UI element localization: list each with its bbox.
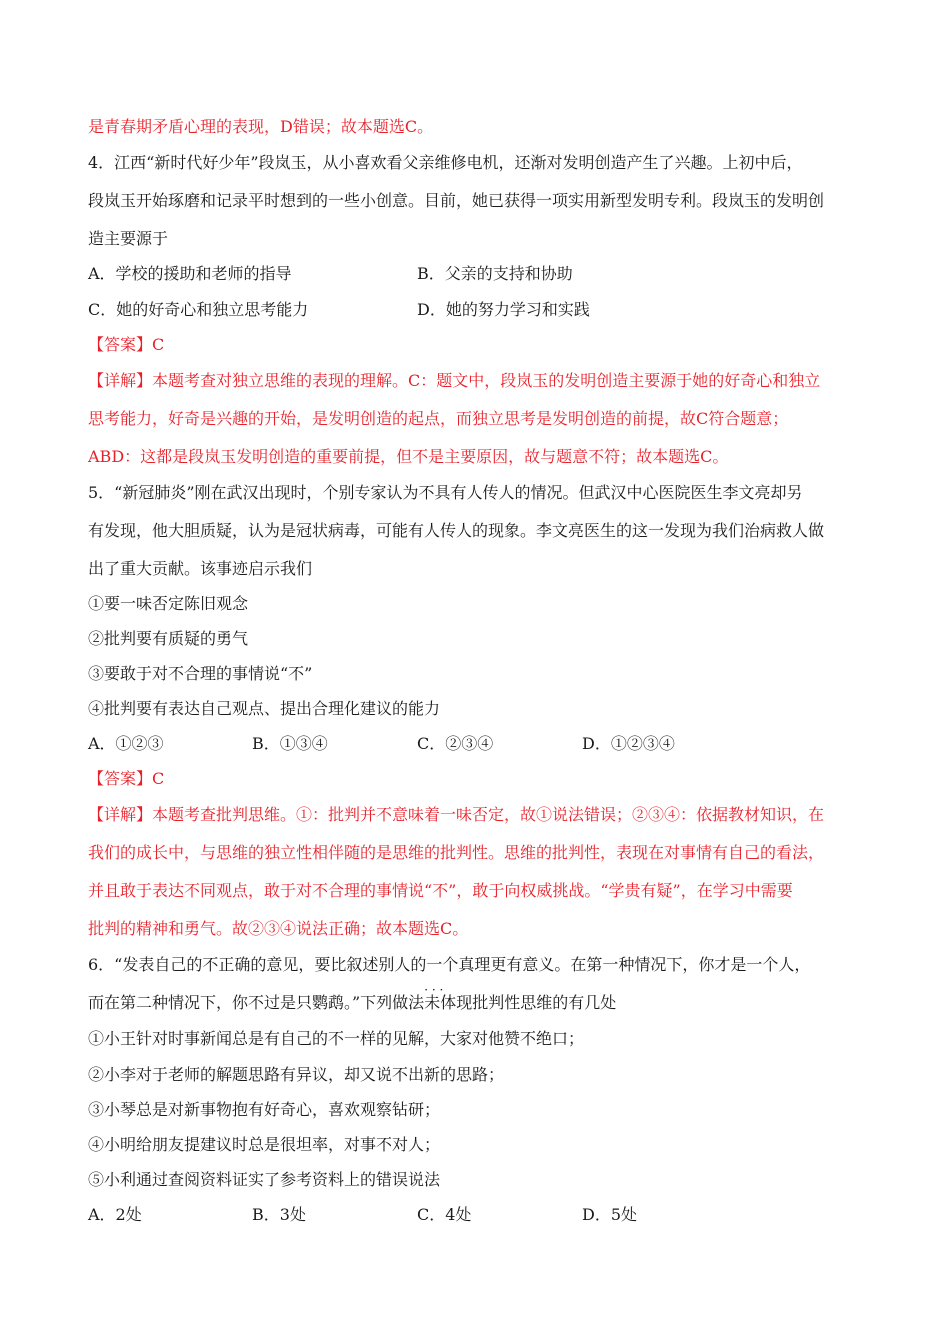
- q4-stem-line-1: 4．江西“新时代好少年”段岚玉，从小喜欢看父亲维修电机，还渐对发明创造产生了兴趣。上初中后，: [88, 153, 803, 172]
- q5-detail-line-4: 批判的精神和勇气。故②③④说法正确；故本题选C。: [88, 919, 469, 938]
- q6-item-5: ⑤小利通过查阅资料证实了参考资料上的错误说法: [88, 1170, 441, 1189]
- q4-detail-line-3: ABD：这都是段岚玉发明创造的重要前提，但不是主要原因，故与题意不符；故本题选C。: [88, 447, 729, 466]
- q4-option-b: B．父亲的支持和协助: [417, 264, 573, 283]
- emphasis-dots: · · ·: [424, 983, 444, 997]
- q6-option-b: B．3处: [252, 1205, 306, 1224]
- q6-item-2: ②小李对于老师的解题思路有异议，却又说不出新的思路；: [88, 1065, 505, 1084]
- q6-stem-line-1: 6．“发表自己的不正确的意见，要比叙述别人的一个真理更有意义。在第一种情况下，你才是一个人，: [88, 955, 811, 974]
- q5-item-3: ③要敢于对不合理的事情说“不”: [88, 664, 313, 683]
- q5-option-a: A．①②③: [88, 734, 164, 753]
- q5-stem-line-1: 5．“新冠肺炎”刚在武汉出现时，个别专家认为不具有人传人的情况。但武汉中心医院医生李文亮却另: [88, 483, 803, 502]
- q5-option-b: B．①③④: [252, 734, 328, 753]
- q6-item-1: ①小王针对时事新闻总是有自己的不一样的见解，大家对他赞不绝口；: [88, 1029, 585, 1048]
- q6-stem-line-2-pre: 而在第二种情况下，你不过是只鹦鹉。”下列做法: [88, 993, 425, 1012]
- q5-detail-line-1: 【详解】本题考查批判思维。①：批判并不意味着一味否定，故①说法错误；②③④：依据教材知识，在: [88, 805, 825, 824]
- q4-detail-line-1: 【详解】本题考查对独立思维的表现的理解。C：题文中，段岚玉的发明创造主要源于她的好奇心和独立: [88, 371, 821, 390]
- q5-item-4: ④批判要有表达自己观点、提出合理化建议的能力: [88, 699, 441, 718]
- q5-stem-line-2: 有发现，他大胆质疑，认为是冠状病毒，可能有人传人的现象。李文亮医生的这一发现为我们治病救人做: [88, 521, 825, 540]
- q6-stem-line-2: [88, 983, 617, 1014]
- q5-item-1: ①要一味否定陈旧观念: [88, 594, 249, 613]
- q6-option-c: C．4处: [417, 1205, 472, 1224]
- q6-emphasis: [424, 983, 473, 1014]
- q5-stem-line-3: 出了重大贡献。该事迹启示我们: [88, 559, 313, 578]
- q6-stem-line-2-post: 批判性思维的有几处: [472, 993, 617, 1012]
- q6-item-3: ③小琴总是对新事物抱有好奇心，喜欢观察钻研；: [88, 1100, 441, 1119]
- q4-stem-line-3: 造主要源于: [88, 229, 169, 248]
- q6-option-d: D．5处: [582, 1205, 638, 1224]
- q4-option-c: C．她的好奇心和独立思考能力: [88, 300, 309, 319]
- q4-option-a: A．学校的援助和老师的指导: [88, 264, 292, 283]
- q5-option-c: C．②③④: [417, 734, 494, 753]
- q4-stem-line-2: 段岚玉开始琢磨和记录平时想到的一些小创意。目前，她已获得一项实用新型发明专利。段岚玉的发明创: [88, 191, 825, 210]
- q5-detail-line-2: 我们的成长中，与思维的独立性相伴随的是思维的批判性。思维的批判性，表现在对事情有自己的看法，: [88, 843, 825, 862]
- q4-answer: 【答案】C: [88, 335, 165, 354]
- previous-detail-tail: 是青春期矛盾心理的表现，D错误；故本题选C。: [88, 117, 434, 136]
- q6-emphasis-text: 未体现: [424, 993, 473, 1012]
- q4-detail-line-2: 思考能力，好奇是兴趣的开始，是发明创造的起点，而独立思考是发明创造的前提，故C符合题意；: [88, 409, 789, 428]
- q5-detail-line-3: 并且敢于表达不同观点，敢于对不合理的事情说“不”，敢于向权威挑战。“学贵有疑”，在学习中需要: [88, 881, 793, 900]
- q5-answer: 【答案】C: [88, 769, 165, 788]
- q6-option-a: A．2处: [88, 1205, 142, 1224]
- q5-option-d: D．①②③④: [582, 734, 675, 753]
- q5-item-2: ②批判要有质疑的勇气: [88, 629, 249, 648]
- q4-option-d: D．她的努力学习和实践: [417, 300, 590, 319]
- q6-item-4: ④小明给朋友提建议时总是很坦率，对事不对人；: [88, 1135, 441, 1154]
